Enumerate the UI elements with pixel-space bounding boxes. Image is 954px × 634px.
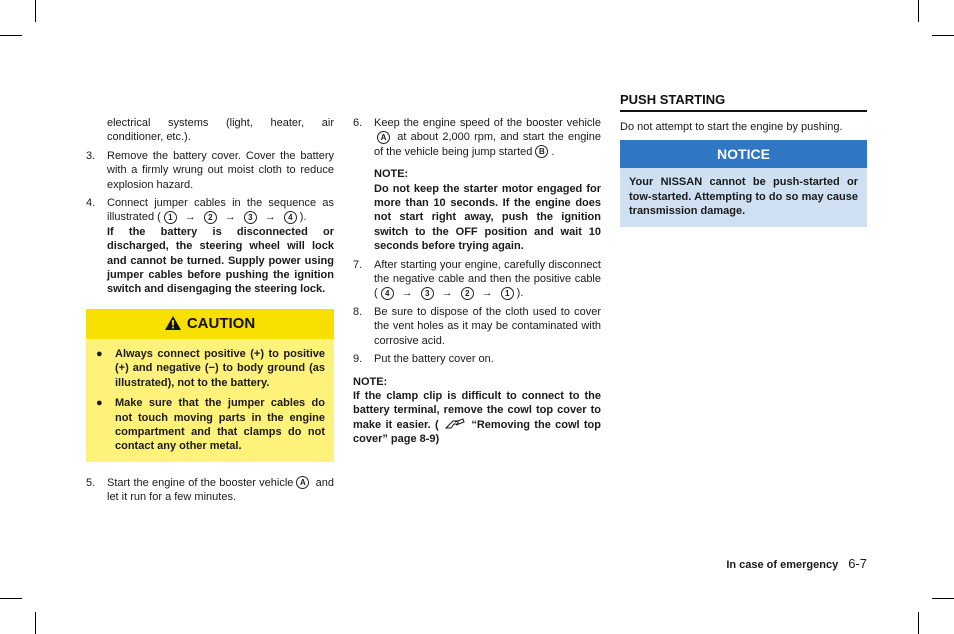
item-number: 6. <box>353 117 363 129</box>
list-item-9 <box>353 352 601 366</box>
item-text: Start the engine of the booster vehicle <box>107 476 294 489</box>
list-item-6 <box>353 116 601 254</box>
item-text: . <box>551 145 555 158</box>
arrow-icon: → <box>441 287 453 300</box>
warning-triangle-icon <box>165 316 181 330</box>
item-number: 9. <box>353 353 363 366</box>
marker-A: A <box>296 476 309 489</box>
marker-3: 3 <box>421 287 434 300</box>
item-number: 7. <box>353 258 363 271</box>
footer-section: In case of emergency <box>726 559 839 571</box>
caution-bullet <box>96 396 325 454</box>
marker-B: B <box>535 145 548 158</box>
list-item-7 <box>353 258 601 301</box>
caution-bullet <box>96 347 325 390</box>
note-text-part: “Removing the cowl top cover” page 8-9) <box>353 418 601 446</box>
intro-text: Do not attempt to start the engine by pushing. <box>620 121 843 133</box>
list-item-5 <box>86 476 334 505</box>
bullet-icon: ● <box>96 397 103 410</box>
page-number: 6-7 <box>848 556 867 571</box>
marker-1: 1 <box>501 287 514 300</box>
list-item-3 <box>86 149 334 192</box>
caution-header <box>86 309 334 339</box>
caution-body <box>86 339 334 462</box>
item-number: 8. <box>353 305 363 318</box>
item-text: at about 2,000 rpm, and start the engine of the vehicle being jump started <box>374 131 601 158</box>
marker-4: 4 <box>284 211 297 224</box>
item-warning-text: If the battery is disconnected or discharged, the steering wheel will lock and cannot be turned. Supply power using jumper cables before pushing the ignition switch and disengaging the steering lock. <box>107 225 334 296</box>
item-text: ). <box>516 287 524 300</box>
marker-2: 2 <box>461 287 474 300</box>
note-text-part: If the clamp clip is difficult to connect to the battery terminal, remove the cowl top cover to make it easier. ( <box>353 389 601 431</box>
arrow-icon: → <box>224 211 236 224</box>
item-text: Remove the battery cover. Cover the battery with a firmly wrung out moist cloth to reduce explosion hazard. <box>107 149 334 191</box>
marker-A: A <box>377 131 390 144</box>
page-reference-icon <box>445 418 465 430</box>
crop-mark <box>0 35 22 36</box>
notice-box <box>620 140 867 226</box>
bullet-icon: ● <box>96 347 103 360</box>
crop-mark <box>932 35 954 36</box>
item-number: 4. <box>86 197 96 210</box>
column-middle <box>353 116 601 447</box>
page-footer <box>700 557 867 572</box>
caution-box <box>86 309 334 462</box>
marker-4: 4 <box>381 287 394 300</box>
list-item-4 <box>86 196 334 297</box>
note-label: NOTE: <box>353 375 388 388</box>
note-text <box>353 389 601 447</box>
marker-1: 1 <box>164 211 177 224</box>
item-text: Connect jumper cables in the sequence as illustrated ( <box>107 197 334 224</box>
arrow-icon: → <box>184 211 196 224</box>
column-right <box>620 120 867 227</box>
marker-3: 3 <box>244 211 257 224</box>
item-text: ). <box>299 211 307 224</box>
note-text: Do not keep the starter motor engaged for more than 10 seconds. If the engine does not start right away, push the ignition switch to the OFF position and wait 10 seconds before trying again. <box>374 182 601 253</box>
crop-mark <box>918 0 919 22</box>
list-item-8 <box>353 305 601 348</box>
section-title: PUSH STARTING <box>620 93 867 112</box>
item-text: and let it run for a few minutes. <box>107 476 334 504</box>
crop-mark <box>0 598 22 599</box>
note-label: NOTE: <box>374 168 409 181</box>
crop-mark <box>35 612 36 634</box>
crop-mark <box>35 0 36 22</box>
crop-mark <box>932 598 954 599</box>
item-text: electrical systems (light, heater, air conditioner, etc.). <box>107 117 334 144</box>
item-text: After starting your engine, carefully disconnect the negative cable and then the positive cable ( <box>374 258 601 300</box>
arrow-icon: → <box>264 211 276 224</box>
column-left <box>86 116 334 509</box>
marker-2: 2 <box>204 211 217 224</box>
notice-title: NOTICE <box>620 140 867 168</box>
caution-bullet-text: Always connect positive (+) to positive (+) and negative (−) to body ground (as illustrated), not to the battery. <box>115 347 325 389</box>
notice-text: Your NISSAN cannot be push-started or tow-started. Attempting to do so may cause transmission damage. <box>620 168 867 226</box>
crop-mark <box>918 612 919 634</box>
item-number: 5. <box>86 476 96 489</box>
item-text: Be sure to dispose of the cloth used to cover the vent holes as it may be contaminated with corrosive acid. <box>374 305 601 347</box>
caution-title: CAUTION <box>186 314 256 332</box>
arrow-icon: → <box>401 287 413 300</box>
arrow-icon: → <box>481 287 493 300</box>
list-item-continued <box>86 116 334 145</box>
item-text: Put the battery cover on. <box>374 353 494 366</box>
item-number: 3. <box>86 149 96 162</box>
item-text: Keep the engine speed of the booster vehicle <box>374 117 601 129</box>
caution-bullet-text: Make sure that the jumper cables do not touch moving parts in the engine compartment and that clamps do not contact any other metal. <box>115 397 325 453</box>
